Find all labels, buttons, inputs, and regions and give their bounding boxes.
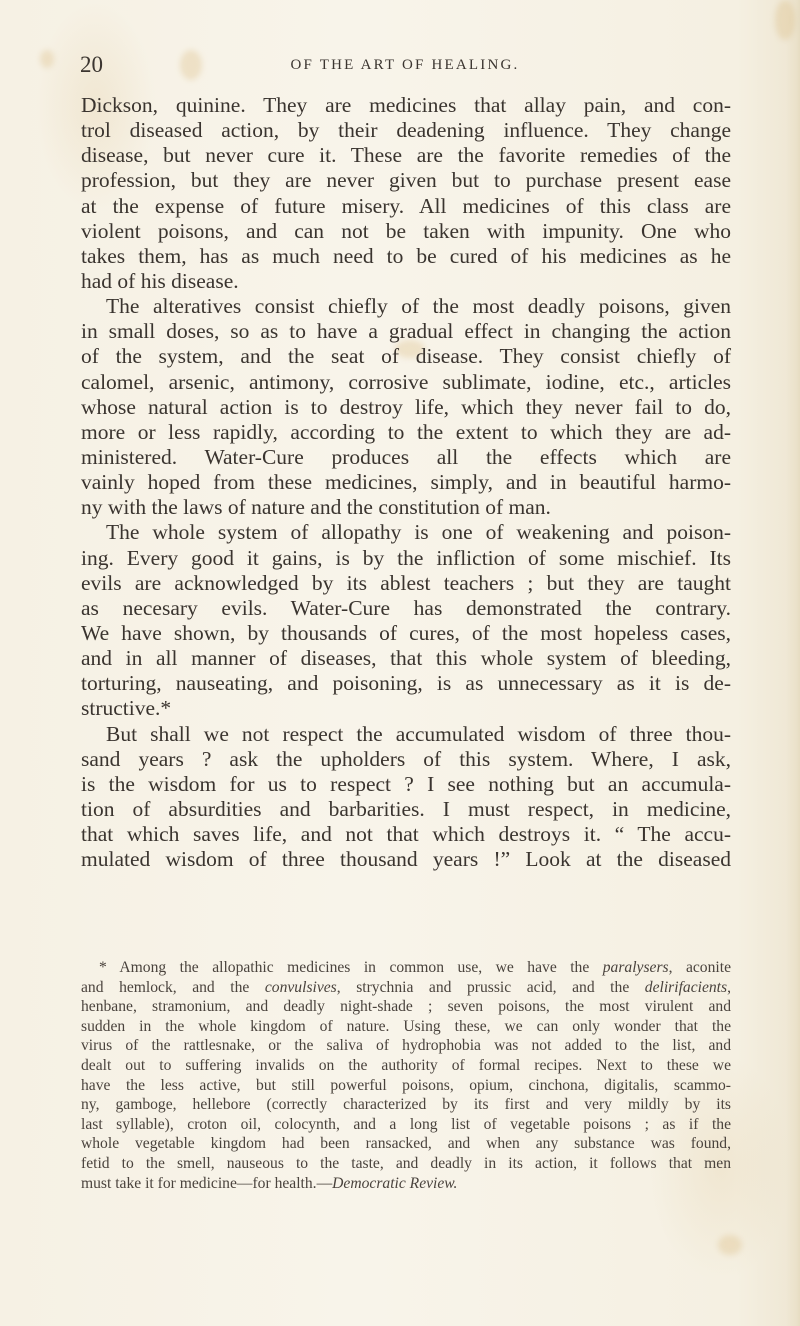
footnote-line: dealt out to suffering invalids on the authority of formal recipes. Next to these we <box>81 1056 731 1074</box>
page-edge-shadow <box>786 0 800 1326</box>
text-line: ing. Every good it gains, is by the infliction of some mischief. Its <box>81 545 731 570</box>
italic-term-delirifacients: delirifacients <box>644 978 728 996</box>
text-line: as necesary evils. Water-Cure has demonstrated the contrary. <box>81 595 731 620</box>
text-line: whose natural action is to destroy life, which they never fail to do, <box>81 394 731 419</box>
footnote-line <box>81 1174 731 1194</box>
footnote-text: , <box>727 978 731 996</box>
paragraph-start-line: The alteratives consist chiefly of the most deadly poisons, given <box>106 294 731 319</box>
footnote-text: must take it for medicine—for health.— <box>81 1174 333 1192</box>
italic-term-convulsives: convulsives <box>264 978 337 996</box>
text-line: We have shown, by thousands of cures, of the most hopeless cases, <box>81 620 731 645</box>
page-number: 20 <box>80 52 103 77</box>
footnote <box>81 958 731 1193</box>
text-line: violent poisons, and can not be taken with impunity. One who <box>81 218 731 243</box>
footnote-line: fetid to the smell, nauseous to the taste, and deadly in its action, it follows that men <box>81 1154 731 1172</box>
text-line: ny with the laws of nature and the constitution of man. <box>81 495 551 520</box>
footnote-line <box>81 958 731 978</box>
text-line: at the expense of future misery. All medicines of this class are <box>81 193 731 218</box>
text-line: trol diseased action, by their deadening influence. They change <box>81 118 731 143</box>
footnote-line: virus of the rattlesnake, or the saliva of hydrophobia was not added to the list, and <box>81 1037 731 1055</box>
text-line: more or less rapidly, according to the extent to which they are ad- <box>81 419 731 444</box>
paragraph-start-line: But shall we not respect the accumulated wisdom of three thou- <box>106 721 731 746</box>
body-text <box>81 93 731 872</box>
text-line: ministered. Water-Cure produces all the effects which are <box>81 444 731 469</box>
running-title: OF THE ART OF HEALING. <box>290 57 520 73</box>
text-line: that which saves life, and not that which destroys it. “ The accu- <box>81 822 731 847</box>
footnote-line <box>81 978 731 998</box>
text-line: mulated wisdom of three thousand years !” Look at the diseased <box>81 847 731 872</box>
text-line: disease, but never cure it. These are the favorite remedies of the <box>81 143 731 168</box>
text-line: structive.* <box>81 696 172 721</box>
text-line: calomel, arsenic, antimony, corrosive sublimate, iodine, etc., articles <box>81 369 731 394</box>
footnote-line: henbane, stramonium, and deadly night-shade ; seven poisons, the most virulent and <box>81 998 731 1016</box>
text-line: torturing, nauseating, and poisoning, is as unnecessary as it is de- <box>81 671 731 696</box>
text-line: Dickson, quinine. They are medicines that allay pain, and con- <box>81 93 731 117</box>
footnote-text: and hemlock, and the <box>81 978 265 996</box>
text-line: tion of absurdities and barbarities. I must respect, in medicine, <box>81 796 731 821</box>
text-line: sand years ? ask the upholders of this system. Where, I ask, <box>81 746 731 771</box>
text-line: profession, but they are never given but to purchase present ease <box>81 168 731 193</box>
footnote-line: sudden in the whole kingdom of nature. Using these, we can only wonder that the <box>81 1017 731 1035</box>
text-line: is the wisdom for us to respect ? I see nothing but an accumula- <box>81 771 731 796</box>
text-line: vainly hoped from these medicines, simply, and in beautiful harmo- <box>81 470 731 495</box>
text-line: and in all manner of diseases, that this whole system of bleeding, <box>81 646 731 671</box>
footnote-line: ny, gamboge, hellebore (correctly characterized by its first and very mildly by its <box>81 1096 731 1114</box>
footnote-source-citation: Democratic Review. <box>332 1174 458 1192</box>
footnote-text: * Among the allopathic medicines in common use, we have the <box>99 959 603 976</box>
paragraph-start-line: The whole system of allopathy is one of weakening and poison- <box>106 520 731 545</box>
text-line: of the system, and the seat of disease. They consist chiefly of <box>81 344 731 369</box>
footnote-line: last syllable), croton oil, colocynth, and a long list of vegetable poisons ; as if the <box>81 1115 731 1133</box>
text-line: evils are acknowledged by its ablest teachers ; but they are taught <box>81 570 731 595</box>
foxing-stain <box>718 1235 742 1255</box>
text-line: takes them, has as much need to be cured of his medicines as he <box>81 243 731 268</box>
footnote-line: whole vegetable kingdom had been ransacked, and when any substance was found, <box>81 1135 731 1153</box>
footnote-line: have the less active, but still powerful poisons, opium, cinchona, digitalis, scammo- <box>81 1076 731 1094</box>
running-head <box>80 50 730 80</box>
text-line: had of his disease. <box>81 268 239 293</box>
text-line: in small doses, so as to have a gradual effect in changing the action <box>81 319 731 344</box>
footnote-text: , aconite <box>668 959 731 976</box>
foxing-stain <box>40 50 54 68</box>
footnote-text: , strychnia and prussic acid, and the <box>336 978 645 996</box>
foxing-stain <box>775 0 795 40</box>
italic-term-paralysers: paralysers <box>602 959 669 976</box>
